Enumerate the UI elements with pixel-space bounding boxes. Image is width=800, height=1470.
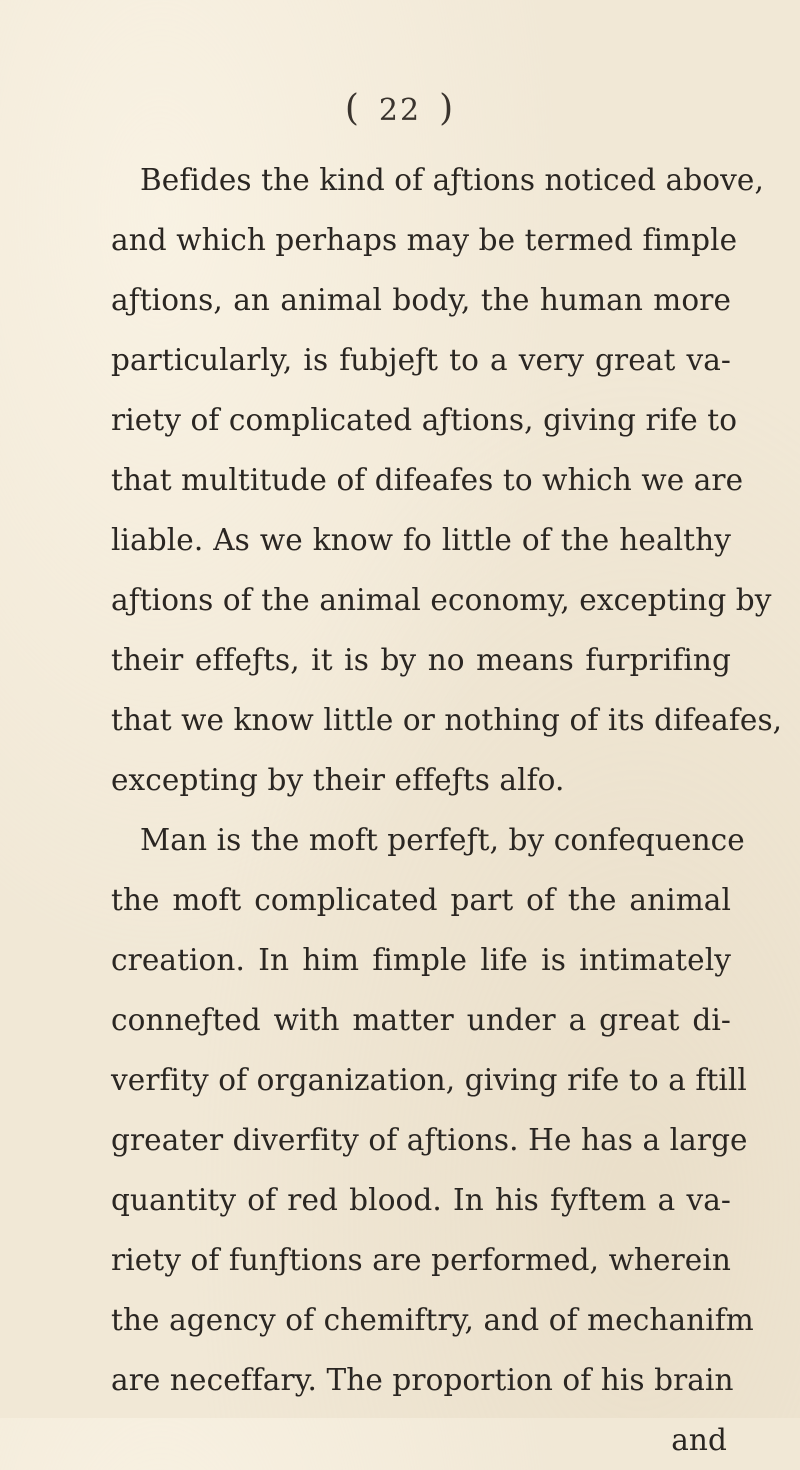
text-line: that we know little or nothing of its difeafes, [111, 703, 783, 737]
page-number-value: 22 [378, 93, 422, 128]
text-line: particularly, is fubjeƒt to a very great va- [111, 343, 731, 377]
text-line: aƒtions, an animal body, the human more [111, 283, 731, 317]
text-line: Man is the moft perfeƒt, by confequence [140, 823, 745, 857]
text-line: aƒtions of the animal economy, excepting by [111, 583, 772, 617]
text-line: the moft complicated part of the animal [111, 883, 731, 917]
text-line: Befides the kind of aƒtions noticed above, [140, 163, 764, 197]
text-line: liable. As we know fo little of the healthy [111, 523, 731, 557]
text-line: conneƒted with matter under a great di- [111, 1003, 731, 1037]
page-number-open-paren: ( [344, 88, 361, 129]
page-number [0, 88, 800, 129]
text-line: excepting by their effeƒts alfo. [111, 763, 565, 797]
text-line: greater diverfity of aƒtions. He has a large [111, 1123, 748, 1157]
text-line: that multitude of difeafes to which we are [111, 463, 744, 497]
text-line: their effeƒts, it is by no means furprifing [111, 643, 731, 677]
catchword: and [671, 1423, 727, 1457]
text-line: creation. In him fimple life is intimately [111, 943, 731, 977]
text-line: and which perhaps may be termed fimple [111, 223, 738, 257]
text-line: riety of funƒtions are performed, wherein [111, 1243, 731, 1277]
text-line: are neceffary. The proportion of his brain [111, 1363, 734, 1397]
text-line: quantity of red blood. In his fyftem a va- [111, 1183, 731, 1217]
body-text [111, 150, 783, 1470]
text-line: the agency of chemiftry, and of mechanifm [111, 1303, 754, 1337]
page-number-close-paren: ) [439, 88, 456, 129]
text-line: verfity of organization, giving rife to a ftill [111, 1063, 747, 1097]
text-line: riety of complicated aƒtions, giving rife to [111, 403, 738, 437]
